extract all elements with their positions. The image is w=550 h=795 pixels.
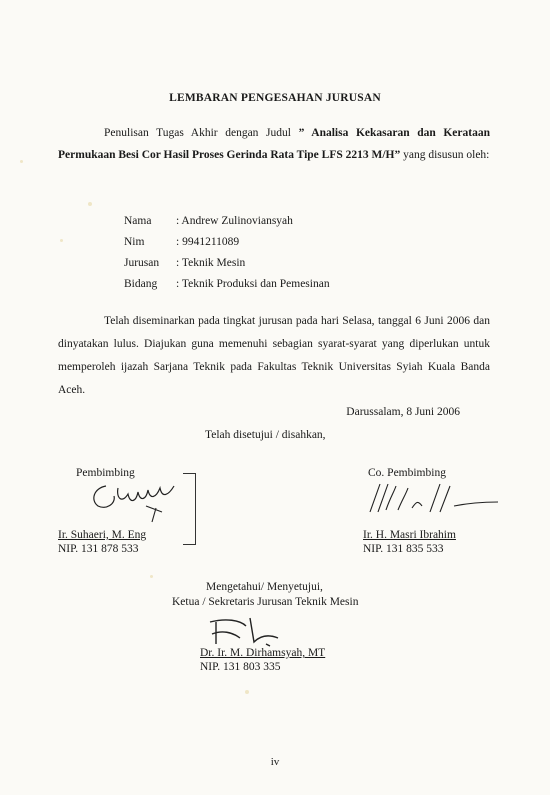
identity-value: : Teknik Produksi dan Pemesinan (176, 278, 330, 290)
intro-suffix: yang disusun oleh: (403, 149, 490, 161)
signature-bracket (183, 473, 196, 545)
head-nip: NIP. 131 803 335 (200, 661, 281, 673)
identity-label: Nim (124, 236, 145, 248)
identity-label: Nama (124, 215, 152, 227)
paper-speck (150, 575, 153, 578)
paper-speck (88, 202, 92, 206)
identity-value: : Teknik Mesin (176, 257, 246, 269)
co-supervisor-role: Co. Pembimbing (368, 467, 446, 479)
paper-speck (245, 690, 249, 694)
thesis-title: ” Analisa Kekasaran dan Kerataan Permukaan Besi Cor Hasil Proses Gerinda Rata Tipe LFS 2213 M/H” (58, 127, 490, 161)
head-acknowledgement: Mengetahui/ Menyetujui, (206, 581, 323, 593)
supervisor-details (58, 528, 146, 556)
identity-value: : 9941211089 (176, 236, 240, 248)
supervisor-signature (86, 478, 191, 528)
page-number: iv (270, 756, 280, 768)
paper-speck (20, 160, 23, 163)
seminar-text: Telah diseminarkan pada tingkat jurusan pada hari Selasa, tanggal 6 Juni 2006 dan dinyatakan lulus. Diajukan guna memenuhi sebagian syarat-syarat yang diperlukan untuk memperoleh ijazah Sarjana Teknik pada Fakultas Teknik Universitas Syiah Kuala Banda Aceh. (58, 315, 490, 396)
intro-prefix: Penulisan Tugas Akhir dengan Judul (104, 127, 291, 139)
place-date: Darussalam, 8 Juni 2006 (346, 406, 460, 418)
author-identity (124, 211, 330, 295)
supervisor-role: Pembimbing (76, 467, 135, 479)
supervisor-name: Ir. Suhaeri, M. Eng (58, 529, 147, 541)
head-name: Dr. Ir. M. Dirhamsyah, MT (200, 647, 326, 659)
head-signature (206, 612, 286, 648)
co-supervisor-details (363, 528, 456, 556)
seminar-paragraph (58, 310, 490, 402)
paper-speck (60, 239, 63, 242)
co-supervisor-nip: NIP. 131 835 533 (363, 543, 444, 555)
identity-value: : Andrew Zulinoviansyah (176, 215, 293, 227)
identity-row (124, 274, 330, 295)
identity-row (124, 253, 330, 274)
identity-label: Bidang (124, 278, 158, 290)
co-supervisor-signature (364, 480, 504, 516)
identity-row (124, 232, 330, 253)
intro-paragraph (58, 122, 490, 166)
identity-label: Jurusan (124, 257, 160, 269)
page-title: LEMBARAN PENGESAHAN JURUSAN (169, 92, 381, 104)
co-supervisor-name: Ir. H. Masri Ibrahim (363, 529, 456, 541)
identity-row (124, 211, 330, 232)
head-position: Ketua / Sekretaris Jurusan Teknik Mesin (172, 596, 359, 608)
supervisor-nip: NIP. 131 878 533 (58, 543, 139, 555)
approval-statement: Telah disetujui / disahkan, (205, 429, 326, 441)
head-details (200, 646, 325, 674)
